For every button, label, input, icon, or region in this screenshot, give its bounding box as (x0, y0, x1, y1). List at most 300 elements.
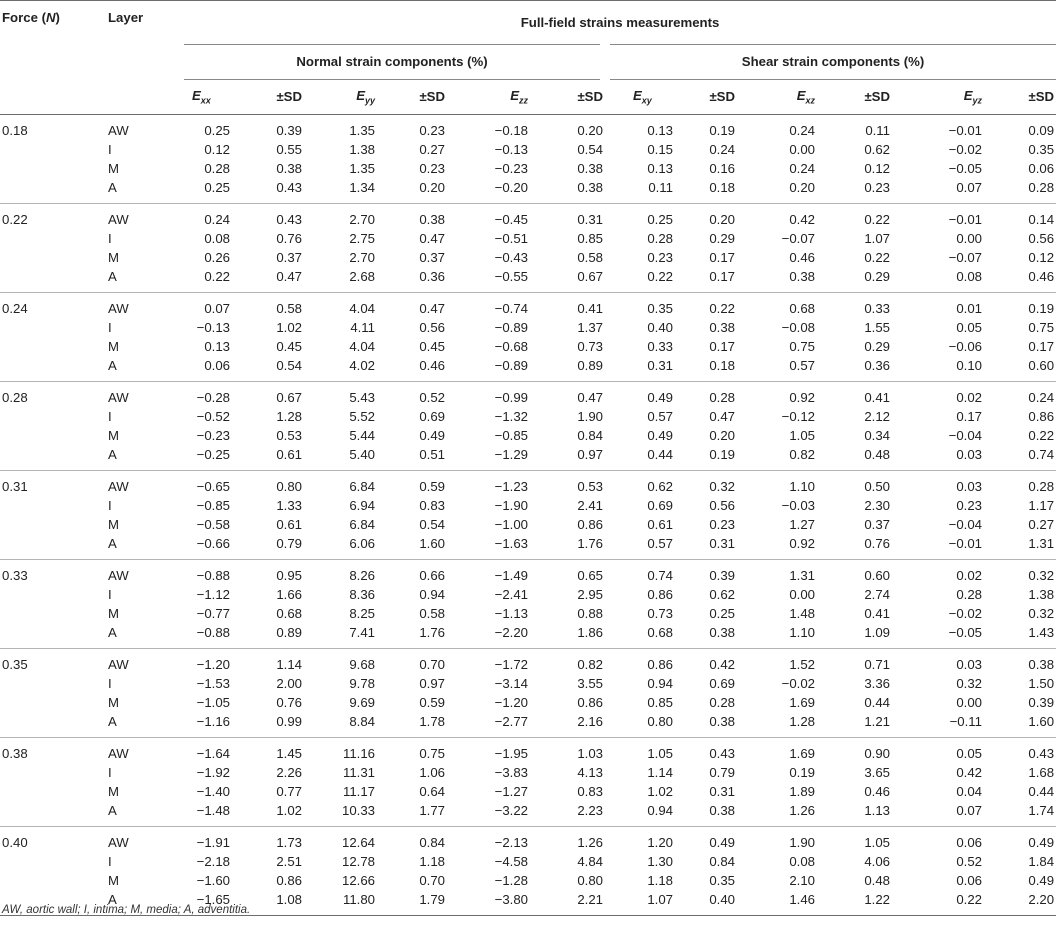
value-cell: 10.33 (341, 802, 375, 818)
layer-cell: AW (104, 470, 184, 496)
value-cell: −0.08 (781, 319, 815, 335)
layer-cell: A (108, 179, 117, 195)
value-cell: 0.53 (530, 470, 605, 496)
value-cell: −0.11 (949, 713, 982, 729)
value-cell: −0.74 (447, 292, 530, 318)
value-cell: 1.30 (647, 853, 673, 869)
value-cell: −1.16 (196, 713, 230, 729)
value-cell: 0.68 (647, 624, 673, 640)
value-cell: 9.78 (349, 675, 375, 691)
value-cell: −1.65 (184, 890, 232, 916)
value-cell: 1.28 (276, 408, 302, 424)
value-cell: −0.07 (781, 230, 815, 246)
table-row (0, 648, 1056, 674)
sd-header: ±SD (675, 79, 737, 114)
value-cell: 1.27 (789, 516, 815, 532)
force-cell (0, 782, 104, 801)
force-cell: 0.33 (0, 559, 104, 585)
value-cell: 1.17 (1028, 497, 1055, 513)
value-cell: 0.17 (709, 268, 735, 284)
table-row (0, 267, 1056, 293)
value-cell: −1.00 (494, 516, 528, 532)
value-cell: −0.99 (447, 381, 530, 407)
value-cell: 0.52 (377, 381, 447, 407)
value-cell: 1.26 (789, 802, 815, 818)
ezz-header: $E_{zz}$ (447, 79, 530, 114)
value-cell: 0.23 (709, 516, 735, 532)
value-cell: 0.84 (709, 853, 735, 869)
force-cell: 0.40 (0, 826, 104, 852)
value-cell: 0.07 (956, 802, 982, 818)
value-cell: 0.46 (789, 249, 815, 265)
force-cell (0, 426, 104, 445)
value-cell: 0.44 (1028, 783, 1055, 799)
value-cell: 1.38 (1028, 586, 1055, 602)
layer-cell: M (108, 872, 119, 888)
value-cell: 0.16 (709, 160, 735, 176)
force-cell (0, 604, 104, 623)
value-cell: 0.23 (647, 249, 673, 265)
value-cell: −1.48 (196, 802, 230, 818)
value-cell: 0.25 (204, 122, 230, 138)
value-cell: 0.75 (1028, 319, 1055, 335)
value-cell: 11.31 (342, 764, 375, 780)
value-cell: 0.65 (530, 559, 605, 585)
layer-cell: I (108, 408, 112, 424)
value-cell: 6.94 (349, 497, 375, 513)
value-cell: 0.10 (956, 357, 982, 373)
value-cell: 0.41 (530, 292, 605, 318)
value-cell: −0.85 (494, 427, 528, 443)
value-cell: 1.50 (1028, 675, 1055, 691)
value-cell: −1.29 (494, 446, 528, 462)
sd-header: ±SD (232, 79, 304, 114)
exy-header: $E_{xy}$ (605, 79, 675, 114)
value-cell: 0.86 (276, 872, 302, 888)
value-cell: 0.43 (984, 737, 1056, 763)
layer-cell: I (108, 141, 112, 157)
table-row (0, 623, 1056, 649)
value-cell: 0.25 (204, 179, 230, 195)
value-cell: 0.76 (864, 535, 890, 551)
layer-cell: AW (108, 122, 129, 138)
force-cell (0, 140, 104, 159)
table-row (0, 381, 1056, 407)
value-cell: 0.12 (204, 141, 230, 157)
value-cell: 1.60 (419, 535, 445, 551)
value-cell: 0.04 (956, 783, 982, 799)
value-cell: −0.65 (184, 470, 232, 496)
value-cell: −0.02 (948, 605, 982, 621)
layer-cell: I (108, 230, 112, 246)
value-cell: 0.39 (276, 122, 302, 138)
value-cell: 0.99 (276, 713, 302, 729)
value-cell: 1.79 (377, 890, 447, 916)
value-cell: 0.29 (864, 338, 890, 354)
value-cell: −3.14 (494, 675, 528, 691)
layer-cell: I (108, 497, 112, 513)
value-cell: 0.45 (419, 338, 445, 354)
table-row (0, 318, 1056, 337)
table-row (0, 426, 1056, 445)
value-cell: 1.18 (647, 872, 673, 888)
value-cell: 0.05 (892, 737, 984, 763)
value-cell: 0.34 (864, 427, 890, 443)
value-cell: 1.35 (349, 160, 375, 176)
value-cell: −0.01 (948, 122, 982, 138)
force-cell: 0.31 (0, 470, 104, 496)
layer-cell: A (108, 446, 117, 462)
force-cell (0, 801, 104, 827)
value-cell: 0.92 (737, 381, 817, 407)
value-cell: 0.28 (709, 694, 735, 710)
value-cell: 0.59 (377, 470, 447, 496)
value-cell: 1.14 (647, 764, 673, 780)
force-cell (0, 178, 104, 204)
eyz-header: $E_{yz}$ (892, 79, 984, 114)
value-cell: 0.20 (709, 427, 735, 443)
value-cell: 0.55 (276, 141, 302, 157)
value-cell: 1.06 (419, 764, 445, 780)
value-cell: 1.90 (737, 826, 817, 852)
value-cell: 0.86 (577, 694, 603, 710)
value-cell: −0.04 (948, 516, 982, 532)
value-cell: 2.26 (276, 764, 302, 780)
value-cell: 0.49 (984, 826, 1056, 852)
value-cell: 0.74 (605, 559, 675, 585)
layer-cell: M (108, 338, 119, 354)
value-cell: 2.95 (577, 586, 603, 602)
value-cell: 0.38 (276, 160, 302, 176)
eyy-header: $E_{yy}$ (304, 79, 377, 114)
value-cell: 0.39 (675, 559, 737, 585)
table-row (0, 585, 1056, 604)
value-cell: 1.35 (349, 122, 375, 138)
value-cell: 0.17 (956, 408, 982, 424)
value-cell: 0.40 (675, 890, 737, 916)
sd-header: ±SD (984, 79, 1056, 114)
value-cell: 2.23 (577, 802, 603, 818)
value-cell: −0.20 (494, 179, 528, 195)
value-cell: 0.17 (709, 249, 735, 265)
value-cell: 0.49 (675, 826, 737, 852)
value-cell: 0.58 (419, 605, 445, 621)
value-cell: 0.09 (1028, 122, 1055, 138)
value-cell: 0.48 (864, 446, 890, 462)
header-row-2 (0, 44, 1056, 79)
value-cell: 0.68 (737, 292, 817, 318)
value-cell: 0.20 (577, 122, 603, 138)
value-cell: 0.86 (605, 648, 675, 674)
value-cell: 0.12 (864, 160, 890, 176)
value-cell: 0.43 (232, 203, 304, 229)
value-cell: −0.28 (184, 381, 232, 407)
layer-cell: AW (104, 292, 184, 318)
value-cell: −0.23 (196, 427, 230, 443)
value-cell: 11.17 (342, 783, 375, 799)
value-cell: −0.01 (948, 535, 982, 551)
value-cell: 0.60 (1028, 357, 1055, 373)
force-cell (0, 248, 104, 267)
value-cell: 0.07 (956, 179, 982, 195)
value-cell: −1.05 (196, 694, 230, 710)
value-cell: −0.12 (781, 408, 815, 424)
value-cell: 1.26 (530, 826, 605, 852)
force-cell (0, 496, 104, 515)
value-cell: 0.02 (892, 381, 984, 407)
value-cell: 2.10 (789, 872, 815, 888)
value-cell: 5.43 (304, 381, 377, 407)
force-cell (0, 229, 104, 248)
layer-cell: A (108, 802, 117, 818)
force-cell (0, 267, 104, 293)
table-body (0, 114, 1056, 915)
value-cell: −0.05 (948, 160, 982, 176)
force-cell (0, 337, 104, 356)
value-cell: −1.53 (196, 675, 230, 691)
value-cell: −1.63 (494, 535, 528, 551)
value-cell: −1.64 (184, 737, 232, 763)
value-cell: 0.22 (675, 292, 737, 318)
value-cell: 0.19 (984, 292, 1056, 318)
value-cell: 0.43 (675, 737, 737, 763)
layer-cell: AW (104, 648, 184, 674)
value-cell: 6.06 (349, 535, 375, 551)
value-cell: 0.58 (232, 292, 304, 318)
normal-strain-header: Normal strain components (%) (184, 44, 605, 79)
value-cell: −1.40 (196, 783, 230, 799)
value-cell: 0.60 (817, 559, 892, 585)
value-cell: 0.27 (1028, 516, 1055, 532)
value-cell: 0.45 (276, 338, 302, 354)
value-cell: 2.21 (530, 890, 605, 916)
value-cell: 0.66 (377, 559, 447, 585)
value-cell: 0.13 (204, 338, 230, 354)
layer-cell: A (108, 268, 117, 284)
value-cell: 0.38 (709, 624, 735, 640)
value-cell: 0.27 (419, 141, 445, 157)
value-cell: 0.40 (647, 319, 673, 335)
value-cell: 0.79 (709, 764, 735, 780)
force-cell (0, 623, 104, 649)
value-cell: −0.52 (196, 408, 230, 424)
force-cell (0, 318, 104, 337)
layer-cell: M (108, 783, 119, 799)
table-row (0, 852, 1056, 871)
value-cell: 0.56 (419, 319, 445, 335)
value-cell: 0.85 (647, 694, 673, 710)
value-cell: 0.23 (956, 497, 982, 513)
layer-cell: M (108, 516, 119, 532)
value-cell: −0.77 (196, 605, 230, 621)
value-cell: 0.38 (709, 319, 735, 335)
value-cell: 1.05 (789, 427, 815, 443)
table-row (0, 356, 1056, 382)
value-cell: −0.55 (494, 268, 528, 284)
value-cell: −1.92 (196, 764, 230, 780)
table-row (0, 114, 1056, 140)
value-cell: 0.57 (647, 535, 673, 551)
value-cell: 0.38 (709, 802, 735, 818)
header-row-1 (0, 1, 1056, 45)
table-row (0, 763, 1056, 782)
table-row (0, 470, 1056, 496)
value-cell: 0.28 (984, 470, 1056, 496)
value-cell: 0.41 (817, 381, 892, 407)
value-cell: 2.68 (349, 268, 375, 284)
value-cell: 0.80 (577, 872, 603, 888)
value-cell: 0.00 (956, 230, 982, 246)
value-cell: 0.52 (956, 853, 982, 869)
value-cell: 3.65 (864, 764, 890, 780)
value-cell: −2.77 (494, 713, 528, 729)
value-cell: 0.22 (647, 268, 673, 284)
value-cell: −1.23 (447, 470, 530, 496)
value-cell: 0.06 (956, 872, 982, 888)
value-cell: 1.10 (737, 470, 817, 496)
table-row (0, 292, 1056, 318)
force-cell (0, 585, 104, 604)
force-cell (0, 871, 104, 890)
layer-cell: M (108, 160, 119, 176)
value-cell: 0.53 (276, 427, 302, 443)
value-cell: 0.84 (377, 826, 447, 852)
sd-header: ±SD (817, 79, 892, 114)
layer-cell: M (108, 694, 119, 710)
value-cell: 12.78 (341, 853, 375, 869)
value-cell: 0.22 (817, 203, 892, 229)
layer-cell: I (108, 853, 112, 869)
value-cell: 0.35 (605, 292, 675, 318)
value-cell: 0.70 (419, 872, 445, 888)
value-cell: 1.08 (232, 890, 304, 916)
value-cell: 0.61 (276, 516, 302, 532)
value-cell: 0.41 (864, 605, 890, 621)
value-cell: −3.80 (447, 890, 530, 916)
table-row (0, 559, 1056, 585)
value-cell: 1.13 (864, 802, 890, 818)
value-cell: 1.02 (276, 802, 302, 818)
value-cell: 1.74 (1028, 802, 1055, 818)
sd-header: ±SD (377, 79, 447, 114)
value-cell: 0.17 (1028, 338, 1055, 354)
value-cell: 1.46 (737, 890, 817, 916)
value-cell: −3.22 (494, 802, 528, 818)
value-cell: 0.86 (577, 516, 603, 532)
value-cell: 0.64 (419, 783, 445, 799)
value-cell: 0.73 (647, 605, 673, 621)
value-cell: 0.37 (864, 516, 890, 532)
force-cell (0, 356, 104, 382)
value-cell: 0.54 (276, 357, 302, 373)
value-cell: 0.23 (419, 160, 445, 176)
value-cell: 1.31 (737, 559, 817, 585)
value-cell: 0.46 (1028, 268, 1055, 284)
value-cell: 0.80 (647, 713, 673, 729)
value-cell: 0.38 (377, 203, 447, 229)
value-cell: 1.84 (1028, 853, 1055, 869)
value-cell: 0.71 (817, 648, 892, 674)
sd-header: ±SD (530, 79, 605, 114)
force-cell (0, 852, 104, 871)
value-cell: 0.06 (204, 357, 230, 373)
value-cell: 0.20 (789, 179, 815, 195)
value-cell: 0.80 (232, 470, 304, 496)
value-cell: 2.51 (276, 853, 302, 869)
value-cell: 0.76 (276, 694, 302, 710)
value-cell: 0.03 (892, 648, 984, 674)
value-cell: −0.07 (948, 249, 982, 265)
value-cell: 0.79 (276, 535, 302, 551)
value-cell: −1.13 (494, 605, 528, 621)
value-cell: 1.89 (789, 783, 815, 799)
value-cell: 0.33 (817, 292, 892, 318)
table-row (0, 712, 1056, 738)
value-cell: 6.84 (304, 470, 377, 496)
value-cell: 0.11 (648, 179, 673, 195)
value-cell: 0.90 (817, 737, 892, 763)
layer-cell: AW (104, 737, 184, 763)
value-cell: −4.58 (494, 853, 528, 869)
layer-cell: I (108, 675, 112, 691)
value-cell: −1.90 (494, 497, 528, 513)
value-cell: −0.45 (447, 203, 530, 229)
value-cell: −0.01 (892, 203, 984, 229)
value-cell: 1.03 (530, 737, 605, 763)
value-cell: 4.02 (349, 357, 375, 373)
value-cell: −1.28 (494, 872, 528, 888)
value-cell: 12.64 (304, 826, 377, 852)
value-cell: 0.02 (892, 559, 984, 585)
value-cell: 0.28 (956, 586, 982, 602)
force-cell (0, 693, 104, 712)
value-cell: −1.60 (196, 872, 230, 888)
value-cell: 1.60 (1028, 713, 1055, 729)
value-cell: 0.82 (530, 648, 605, 674)
value-cell: 0.19 (709, 122, 735, 138)
value-cell: 0.42 (956, 764, 982, 780)
value-cell: 0.32 (984, 559, 1056, 585)
value-cell: 0.89 (577, 357, 603, 373)
value-cell: 0.24 (984, 381, 1056, 407)
value-cell: 2.20 (984, 890, 1056, 916)
value-cell: 0.20 (675, 203, 737, 229)
value-cell: −1.49 (447, 559, 530, 585)
value-cell: 11.16 (304, 737, 377, 763)
value-cell: 11.80 (304, 890, 377, 916)
value-cell: 0.97 (419, 675, 445, 691)
value-cell: 0.67 (232, 381, 304, 407)
value-cell: 0.69 (647, 497, 673, 513)
value-cell: 0.47 (377, 292, 447, 318)
value-cell: −0.06 (948, 338, 982, 354)
value-cell: −0.13 (494, 141, 528, 157)
value-cell: 0.61 (276, 446, 302, 462)
value-cell: 0.75 (789, 338, 815, 354)
value-cell: 1.33 (276, 497, 302, 513)
value-cell: 4.11 (350, 319, 375, 335)
value-cell: 4.84 (577, 853, 603, 869)
value-cell: 12.66 (341, 872, 375, 888)
layer-cell: I (108, 586, 112, 602)
value-cell: 1.48 (789, 605, 815, 621)
value-cell: 0.06 (1028, 160, 1055, 176)
value-cell: 1.09 (864, 624, 890, 640)
value-cell: 8.25 (349, 605, 375, 621)
layer-cell: AW (104, 559, 184, 585)
value-cell: 0.35 (1028, 141, 1055, 157)
force-cell: 0.24 (0, 292, 104, 318)
